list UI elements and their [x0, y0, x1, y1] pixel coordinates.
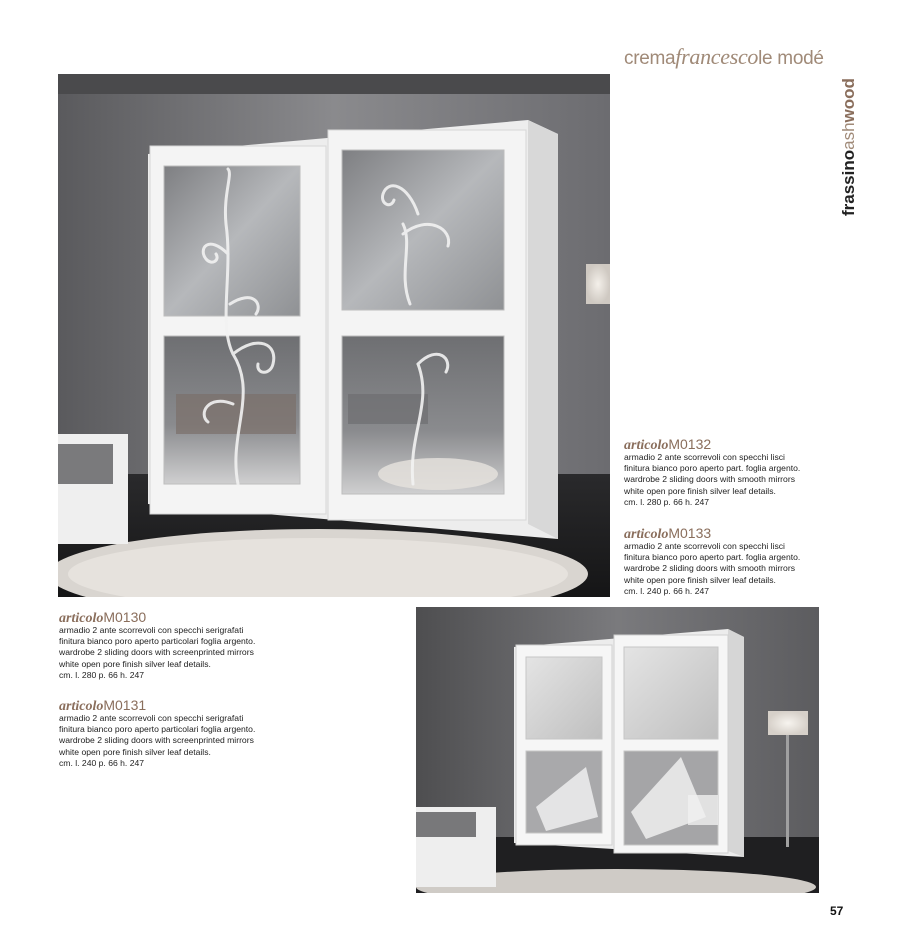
article-label: articolo [624, 527, 669, 542]
article-label: articolo [624, 438, 669, 453]
article-description-line: armadio 2 ante scorrevoli con specchi serigrafati [59, 713, 244, 723]
article-dimensions: cm. l. 280 p. 66 h. 247 [624, 496, 710, 507]
article-heading [624, 525, 800, 541]
article-description-line: armadio 2 ante scorrevoli con specchi serigrafati [59, 625, 244, 635]
article-dimensions: cm. l. 240 p. 66 h. 247 [59, 757, 145, 768]
article-code: M0130 [103, 609, 147, 625]
article-heading [624, 436, 800, 452]
article-m0131 [59, 697, 255, 769]
article-label: articolo [59, 611, 104, 626]
article-description-line: wardrobe 2 sliding doors with smooth mirrors [624, 563, 795, 574]
article-code: M0132 [668, 436, 712, 452]
article-description-line: white open pore finish silver leaf details. [624, 485, 776, 496]
article-code: M0131 [103, 697, 147, 713]
collection-title-frassino: frassino [839, 149, 858, 216]
article-description-line: wardrobe 2 sliding doors with screenprinted mirrors [59, 647, 254, 658]
brand-logo [624, 44, 824, 70]
collection-title-ash: ash [839, 122, 858, 150]
collection-title [838, 74, 860, 216]
article-description-line: wardrobe 2 sliding doors with smooth mirrors [624, 474, 795, 485]
article-description-line: white open pore finish silver leaf details. [59, 746, 211, 757]
page-number: 57 [830, 904, 844, 918]
article-heading [59, 697, 255, 713]
wardrobe-photo-secondary [416, 607, 819, 893]
article-description-line: finitura bianco poro aperto particolari foglia argento. [59, 724, 256, 735]
article-dimensions: cm. l. 280 p. 66 h. 247 [59, 669, 145, 680]
article-description-line: armadio 2 ante scorrevoli con specchi lisci [624, 452, 785, 462]
article-description-line: armadio 2 ante scorrevoli con specchi lisci [624, 541, 785, 551]
article-description-line: white open pore finish silver leaf details. [59, 658, 211, 669]
article-m0133 [624, 525, 800, 597]
article-description-line: wardrobe 2 sliding doors with screenprinted mirrors [59, 735, 254, 746]
brand-part-3: le modé [758, 48, 824, 69]
article-code: M0133 [668, 525, 712, 541]
article-m0130 [59, 609, 255, 681]
article-dimensions: cm. l. 240 p. 66 h. 247 [624, 585, 710, 596]
article-description-line: finitura bianco poro aperto part. foglia argento. [624, 463, 801, 474]
collection-title-wood: wood [839, 78, 858, 123]
article-heading [59, 609, 255, 625]
article-description-line: finitura bianco poro aperto part. foglia argento. [624, 552, 801, 563]
article-m0132 [624, 436, 800, 508]
article-description-line: finitura bianco poro aperto particolari foglia argento. [59, 636, 256, 647]
brand-part-1: crema [624, 48, 676, 69]
brand-part-2: francesco [675, 44, 759, 69]
article-description-line: white open pore finish silver leaf details. [624, 574, 776, 585]
wardrobe-photo-main [58, 74, 610, 597]
article-label: articolo [59, 699, 104, 714]
